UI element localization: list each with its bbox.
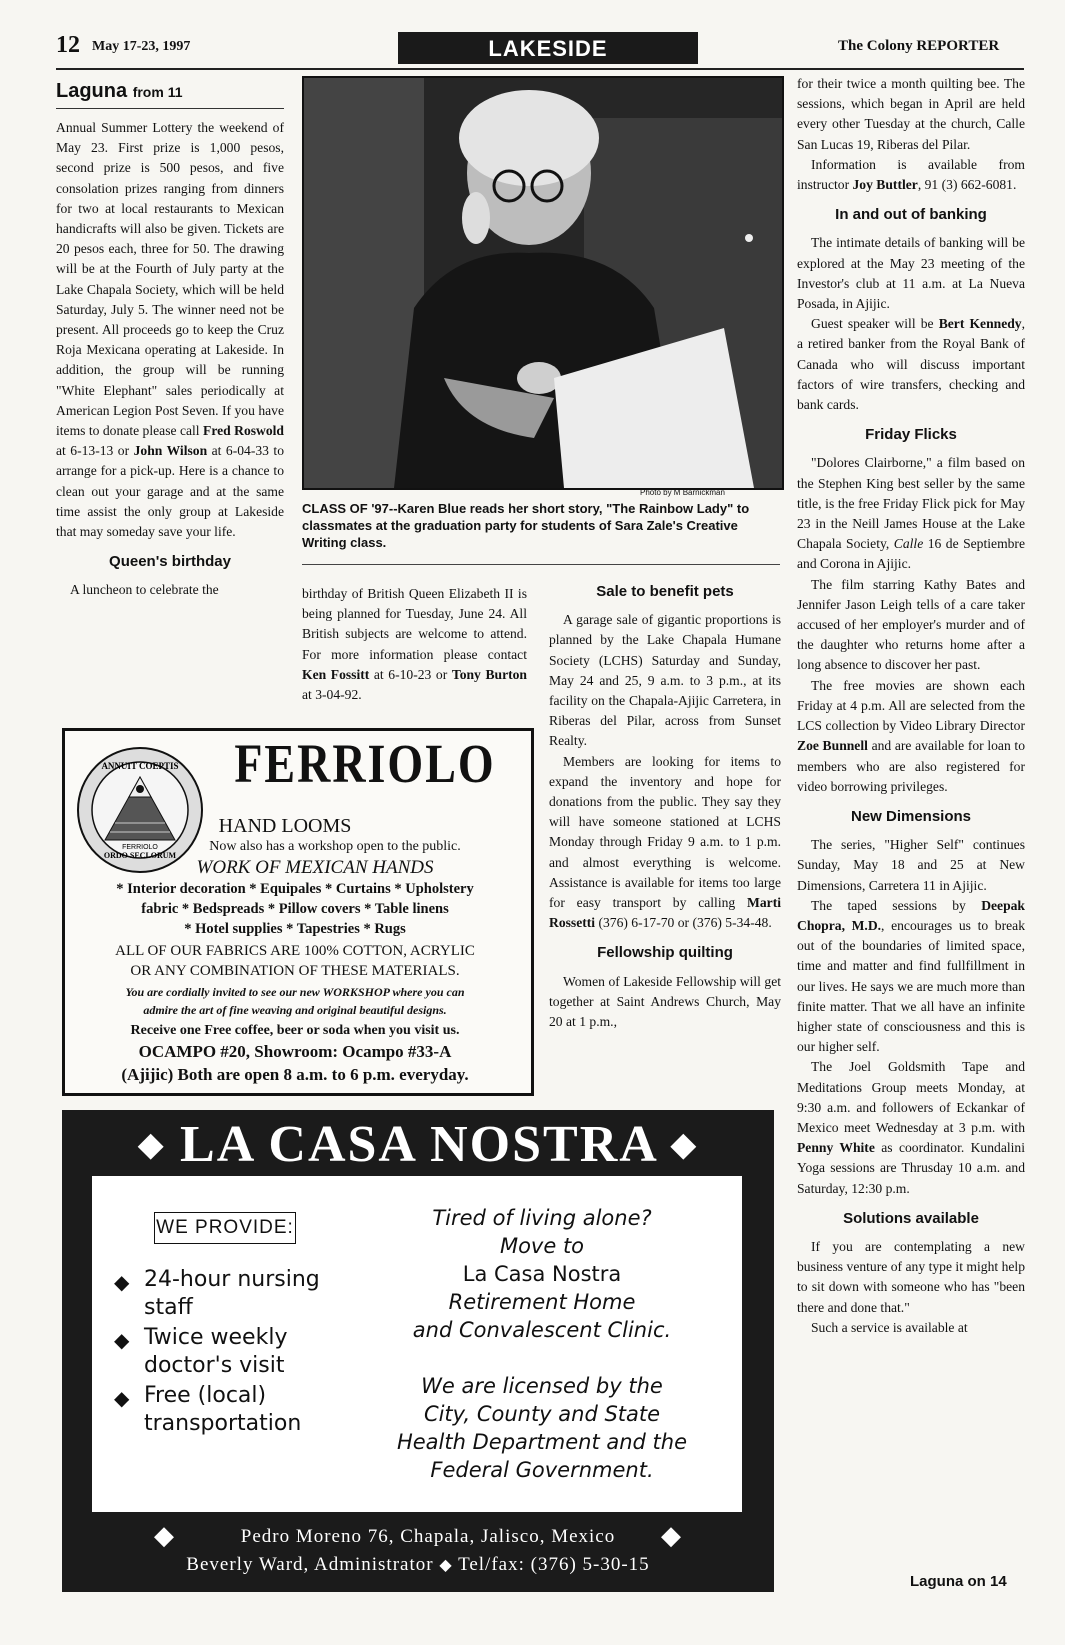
queens-birthday-continued: birthday of British Queen Elizabeth II is being planned for Tuesday, June 24. All British subjects are welcome to attend. For more information please contact Ken Fossitt at 6-10-23 or Tony Burton at 3-04-92. [302, 586, 527, 703]
flicks-paragraph-3: The free movies are shown each Friday at 4 p.m. All are selected from the LCS collection by Video Library Director Zoe Bunnell and are available for loan to members who are also registered for video borrowing privileges. [797, 677, 1025, 794]
casa-footer [62, 1522, 774, 1580]
caption-rule [302, 564, 780, 565]
diamond-icon: ◆ [154, 1521, 175, 1550]
solutions-paragraph-1: If you are contemplating a new business venture of any type it might help to sit down with someone who has "been there and done that." [797, 1238, 1025, 1315]
column1-head-word: Laguna [56, 80, 128, 102]
pets-paragraph-2: Members are looking for items to expand the inventory and hope for donations from the public. They say they will have someone stationed at LCHS Monday through Friday 9 a.m. to 1 p.m. and almost everything is welcome. Assistance is available for items too large for easy transport by calling Marti Rossetti (376) 6-17-70 or (376) 5-34-48. [549, 753, 781, 931]
ferriolo-address: OCAMPO #20, Showroom: Ocampo #33-A [138, 1042, 452, 1061]
solutions-paragraph-2: Such a service is available at [811, 1319, 968, 1335]
ferriolo-invite-line1: You are cordially invited to see our new WORKSHOP where you can [125, 985, 465, 999]
pets-paragraph-1: A garage sale of gigantic proportions is planned by the Lake Chapala Humane Society (LCHS) Saturday and Sunday, May 24 and 25, 9 a.m. to 3 p.m., at its facility on the Chapala-Ajijic Carretera, in Riberas del Pilar, across from Sunset Realty. [549, 612, 781, 749]
diamond-icon: ◆ [660, 1521, 682, 1550]
diamond-bullet-icon: ◆ [114, 1270, 130, 1294]
ferriolo-fabrics-line1: ALL OF OUR FABRICS ARE 100% COTTON, ACRYLIC [115, 943, 475, 959]
diamond-bullet-icon: ◆ [114, 1386, 130, 1410]
column1-article [56, 118, 284, 601]
column1-head-from: from 11 [132, 84, 183, 100]
diamond-bullet-icon: ◆ [114, 1328, 130, 1352]
dimensions-paragraph-1: The series, "Higher Self" continues Sunday, May 18 and 25 at New Dimensions, Carretera 11 in Ajijic. [797, 837, 1025, 893]
dimensions-paragraph-3: The Joel Goldsmith Tape and Meditations Group meets Monday, at 9:30 a.m. and followers of Eckankar of Mexico meet Wednesday at 3 p.m. with Penny White as coordinator. Kundalini Yoga sessions are Thrusday 10 a.m. and Saturday, 12:30 p.m. [797, 1059, 1025, 1196]
diamond-icon: ◆ [439, 1557, 453, 1574]
pitch-line: Move to [499, 1234, 585, 1258]
casa-title-text: LA CASA NOSTRA [180, 1116, 656, 1173]
lottery-paragraph: Annual Summer Lottery the weekend of May 23. First prize is 1,000 pesos, second prize is 500 pesos, and five consolation prizes ranging from dinners for two at local restaurants to Mexican handicrafts will also be given. Tickets are 20 pesos each, three for 50. The drawing will be at the Fourth of July party at the Lake Chapala Society, which will be held Saturday, July 5. The winner need not be present. All proceeds go to keep the Cruz Roja Mexicana operating at Lakeside. In addition, the group will be running "White Elephant" sales periodically at American Legion Post Seven. If you have items to donate please call Fred Roswold at 6-13-13 or John Wilson at 6-04-33 to arrange for a pick-up. Here is a chance to clean out your garage and at the same time assist the only group at Lakeside that may someday save your life. [56, 120, 284, 540]
solutions-heading: Solutions available [843, 1209, 979, 1227]
page-number: 12 [56, 32, 80, 58]
banking-heading: In and out of banking [835, 206, 987, 224]
flicks-paragraph-1: "Dolores Clairborne," a film based on the Stephen King best seller by the same title, is the free Friday Flick pick for May 23 in the Neill James House at the Lake Chapala Society, Calle 16 de Septiembre and Corona in Ajijic. [797, 455, 1025, 572]
pitch-line: Tired of living alone? [432, 1206, 652, 1230]
column3-article [549, 572, 781, 1032]
ferriolo-invite-line2: admire the art of fine weaving and original beautiful designs. [143, 1003, 447, 1017]
ferriolo-hand-looms: HAND LOOMS [218, 815, 352, 837]
ferriolo-logo: FERRIOLO [234, 732, 496, 795]
dimensions-paragraph-2: The taped sessions by Deepak Chopra, M.D., encourages us to break out of the boundaries of limited space, time and matter and find fullfillment in our lives. He says we are much more than finite matter. That we all have an infinite higher state of consciousness and this is our higher self. [797, 897, 1025, 1055]
column1-rule [56, 108, 284, 109]
seal-top-text: ANNUIT COEPTIS [101, 761, 179, 771]
photo-karen-blue [302, 76, 784, 490]
flicks-paragraph-2: The film starring Kathy Bates and Jennifer Jason Leigh tells of a care taker accused of her employer's murder and of the daughter who returns home after a long absence to discover her past. [797, 576, 1025, 673]
ferriolo-workshop-line: Now also has a workshop open to the public. [209, 839, 461, 854]
photo-illustration [304, 78, 782, 488]
quilting-info: Information is available from instructor Joy Buttler, 91 (3) 662-6081. [797, 156, 1025, 193]
pitch-line: La Casa Nostra [462, 1262, 622, 1286]
banking-paragraph-2: Guest speaker will be Bert Kennedy, a retired banker from the Royal Bank of Canada who will discuss important factors of wire transfers, checking and bank cards. [797, 316, 1025, 413]
diamond-icon: ◆ [138, 1126, 166, 1162]
ferriolo-free-coffee: Receive one Free coffee, beer or soda when you visit us. [130, 1023, 460, 1038]
pets-heading: Sale to benefit pets [596, 583, 734, 600]
header-rule [56, 68, 1024, 70]
banking-paragraph-1: The intimate details of banking will be explored at the May 23 meeting of the Investor's club at 11 a.m. at La Nueva Posada, in Ajijic. [797, 235, 1025, 312]
queens-birthday-paragraph: A luncheon to celebrate the [70, 582, 219, 598]
casa-title [62, 1110, 774, 1178]
service-transport: ◆ Free (local) transportation [114, 1383, 302, 1436]
casa-address: ◆ Pedro Moreno 76, Chapala, Jalisco, Mexico ◆ [154, 1521, 682, 1550]
diamond-icon: ◆ [670, 1126, 698, 1162]
dimensions-heading: New Dimensions [850, 807, 972, 825]
seal-bottom-text: ORDO SECLORUM [103, 851, 177, 860]
quilting-continued: for their twice a month quilting bee. The sessions, which began in April are held every other Tuesday at the church, Calle San Lucas 19, Riberas del Pilar. [797, 76, 1025, 152]
column2-article [302, 584, 527, 705]
license-line: We are licensed by the [421, 1374, 663, 1398]
column4-article [797, 74, 1025, 1338]
casa-administrator: Beverly Ward, Administrator ◆ Tel/fax: (376) 5-30-15 [186, 1554, 650, 1575]
ferriolo-fabrics-line2: OR ANY COMBINATION OF THESE MATERIALS. [130, 963, 460, 979]
casa-pitch [352, 1204, 732, 1484]
license-line: Health Department and the [396, 1430, 688, 1454]
pitch-line: Retirement Home [448, 1290, 636, 1314]
seal-center-text: FERRIOLO [122, 844, 158, 851]
pitch-line: and Convalescent Clinic. [412, 1318, 672, 1342]
license-line: Federal Government. [430, 1458, 654, 1482]
quilting-heading: Fellowship quilting [597, 944, 733, 962]
ferriolo-products-line2: fabric * Bedspreads * Pillow covers * Table linens [141, 901, 449, 917]
casa-nostra-ad [62, 1110, 774, 1592]
service-doctor: ◆ Twice weekly doctor's visit [114, 1325, 288, 1378]
continued-on-label: Laguna on 14 [910, 1573, 1007, 1590]
license-line: City, County and State [423, 1402, 661, 1426]
ferriolo-products-line3: * Hotel supplies * Tapestries * Rugs [184, 921, 406, 937]
ferriolo-mexican-hands: WORK OF MEXICAN HANDS [196, 857, 434, 878]
photo-credit: Photo by M Barnickman [640, 488, 725, 497]
flicks-heading: Friday Flicks [865, 426, 957, 444]
issue-date: May 17-23, 1997 [92, 39, 191, 54]
photo-caption: CLASS OF '97--Karen Blue reads her short story, "The Rainbow Lady" to classmates at the graduation party for students of Sara Zale's Creative Writing class. [302, 501, 750, 550]
section-label: LAKESIDE [398, 32, 698, 64]
casa-content-panel [92, 1176, 742, 1512]
service-nursing: ◆ 24-hour nursing staff [114, 1267, 320, 1320]
ferriolo-hours: (Ajijic) Both are open 8 a.m. to 6 p.m. everyday. [121, 1065, 469, 1084]
column1-headline [56, 80, 183, 103]
quilting-paragraph: Women of Lakeside Fellowship will get together at Saint Andrews Church, May 20 at 1 p.m., [549, 973, 781, 1030]
pyramid-seal-icon [75, 745, 205, 875]
queens-birthday-heading: Queen's birthday [109, 553, 231, 571]
we-provide-box: WE PROVIDE: [154, 1212, 296, 1244]
paper-name: The Colony REPORTER [838, 38, 1000, 54]
ferriolo-ad [62, 728, 534, 1096]
ferriolo-products-line1: * Interior decoration * Equipales * Curtains * Upholstery [116, 881, 474, 897]
